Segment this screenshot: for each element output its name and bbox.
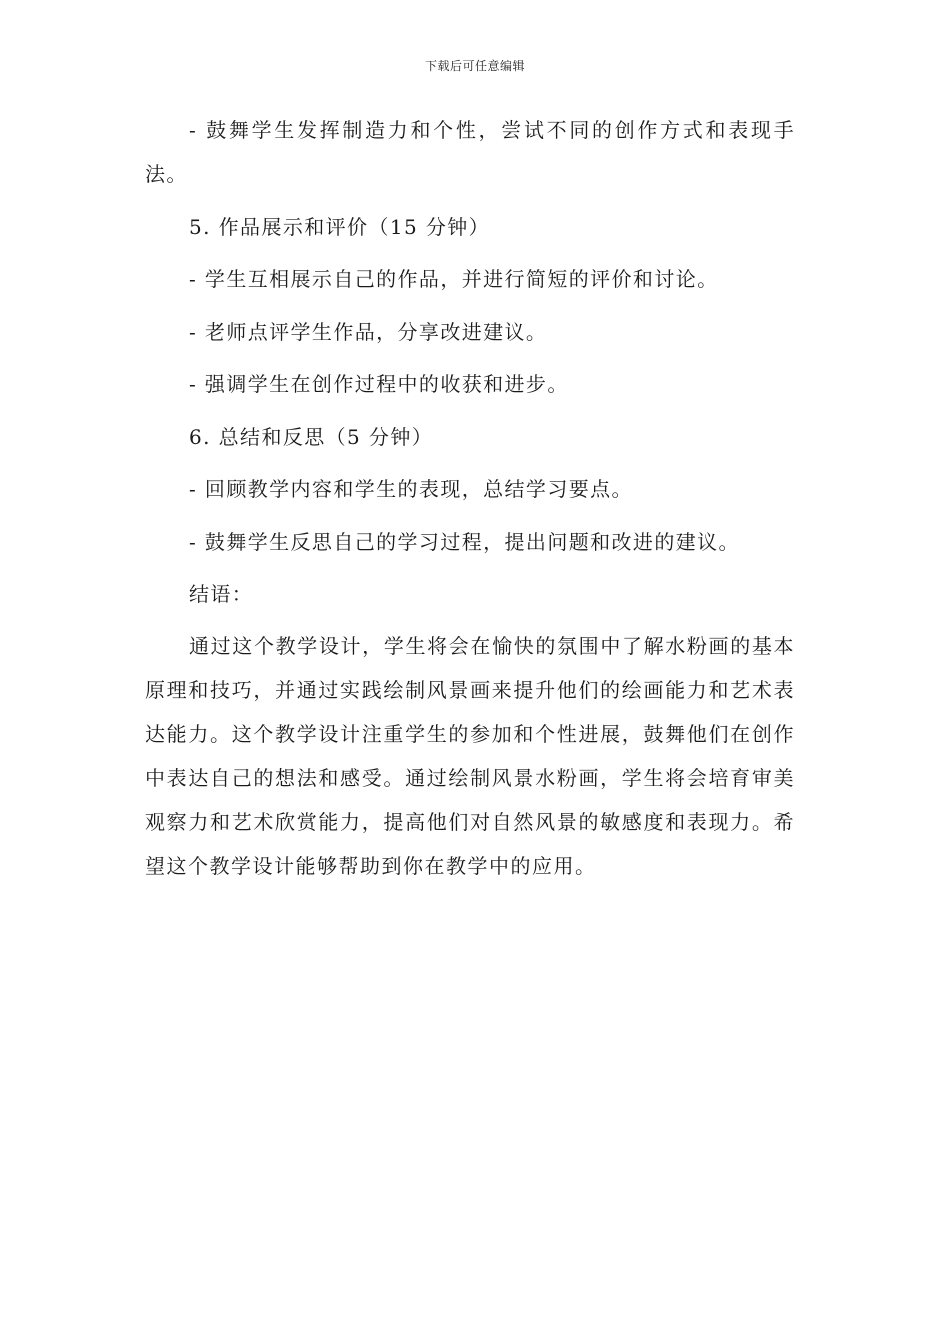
bullet-encourage-reflection: - 鼓舞学生反思自己的学习过程，提出问题和改进的建议。 [189,529,740,554]
section-heading-summary: 6. 总结和反思（5 分钟） [189,424,434,449]
conclusion-paragraph: 通过这个教学设计，学生将会在愉快的氛围中了解水粉画的基本原理和技巧，并通过实践绘制风景画来提升他们的绘画能力和艺术表达能力。这个教学设计注重学生的参加和个性进展，鼓舞他们在创作中表达自己的想法和感受。通过绘制风景水粉画，学生将会培育审美观察力和艺术欣赏能力，提高他们对自然风景的敏感度和表现力。希望这个教学设计能够帮助到你在教学中的应用。 [145,634,795,878]
page-header-note: 下载后可任意编辑 [424,59,525,73]
section-heading-showcase: 5. 作品展示和评价（15 分钟） [189,214,491,239]
bullet-emphasize-progress: - 强调学生在创作过程中的收获和进步。 [189,372,569,396]
bullet-encourage-creativity: - 鼓舞学生发挥制造力和个性，尝试不同的创作方式和表现手法。 [145,118,795,186]
bullet-teacher-review: - 老师点评学生作品，分享改进建议。 [189,319,548,344]
document-body [145,108,795,888]
conclusion-heading: 结语： [189,582,254,606]
bullet-review-content: - 回顾教学内容和学生的表现，总结学习要点。 [189,477,633,501]
bullet-peer-showcase: - 学生互相展示自己的作品，并进行简短的评价和讨论。 [189,267,719,291]
